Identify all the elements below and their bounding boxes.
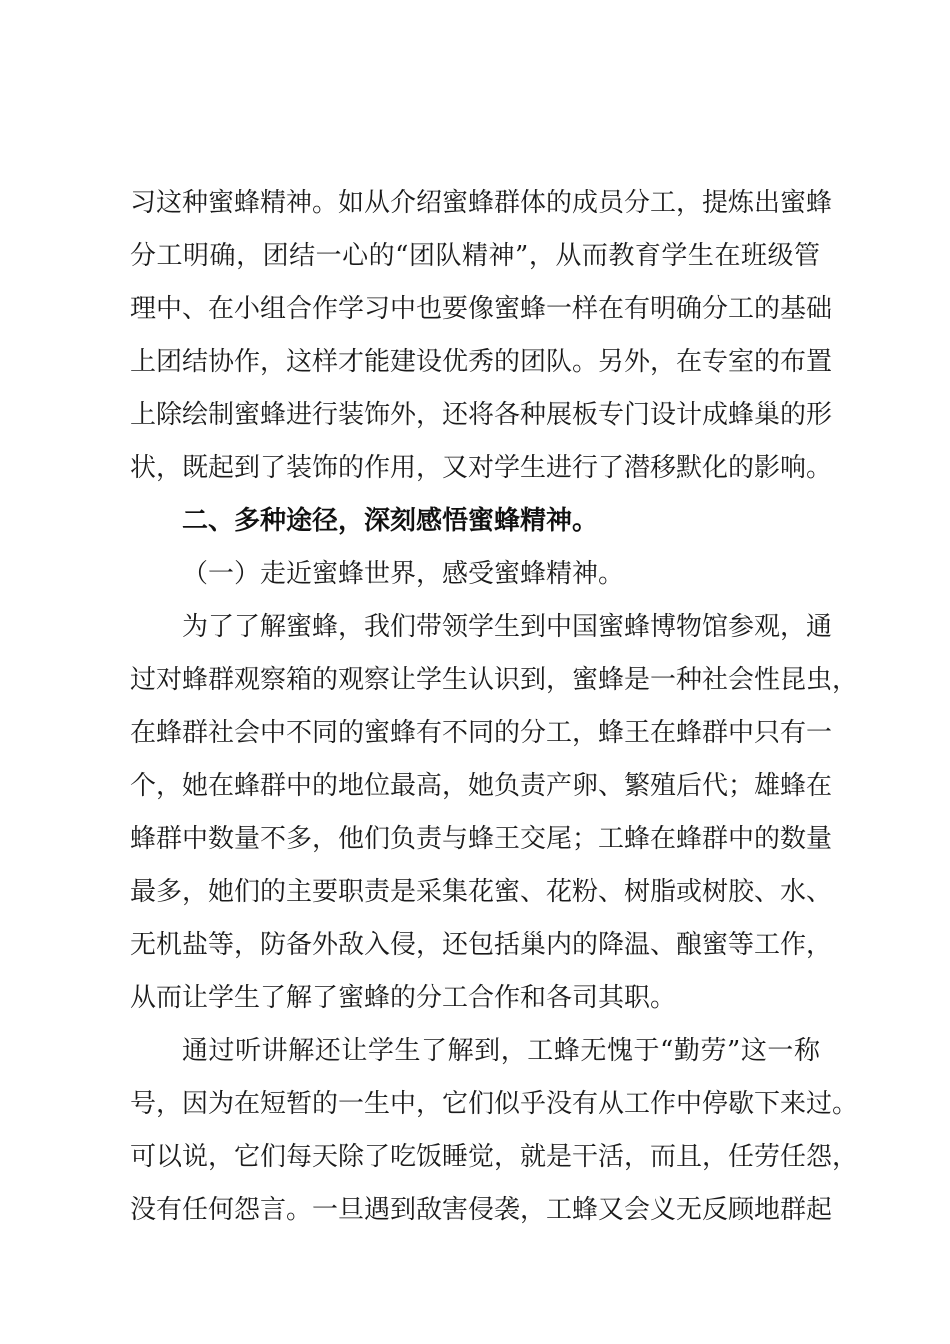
section-heading-2: 二、多种途径，深刻感悟蜜蜂精神。 bbox=[182, 506, 599, 536]
paragraph-3-line-3: 可以说，它们每天除了吃饭睡觉，就是干活，而且，任劳任怨， bbox=[130, 1142, 859, 1172]
paragraph-2-line-6: 最多，她们的主要职责是采集花蜜、花粉、树脂或树胶、水、 bbox=[130, 877, 833, 907]
paragraph-1-line-4: 上团结协作，这样才能建设优秀的团队。另外，在专室的布置 bbox=[130, 347, 833, 377]
paragraph-1-line-1: 习这种蜜蜂精神。如从介绍蜜蜂群体的成员分工，提炼出蜜蜂 bbox=[130, 188, 833, 218]
paragraph-3-line-2: 号，因为在短暂的一生中，它们似乎没有从工作中停歇下来过。 bbox=[130, 1089, 859, 1119]
paragraph-2-line-4: 个，她在蜂群中的地位最高，她负责产卵、繁殖后代；雄蜂在 bbox=[130, 771, 833, 801]
paragraph-1-line-2: 分工明确，团结一心的“团队精神”，从而教育学生在班级管 bbox=[130, 241, 820, 271]
paragraph-2-line-1: 为了了解蜜蜂，我们带领学生到中国蜜蜂博物馆参观，通 bbox=[182, 612, 833, 642]
subheading-1: （一）走近蜜蜂世界，感受蜜蜂精神。 bbox=[182, 559, 625, 589]
paragraph-1-line-6: 状，既起到了装饰的作用，又对学生进行了潜移默化的影响。 bbox=[130, 453, 833, 483]
paragraph-2-line-8: 从而让学生了解了蜜蜂的分工合作和各司其职。 bbox=[130, 983, 677, 1013]
paragraph-2-line-5: 蜂群中数量不多，他们负责与蜂王交尾；工蜂在蜂群中的数量 bbox=[130, 824, 833, 854]
paragraph-1-line-3: 理中、在小组合作学习中也要像蜜蜂一样在有明确分工的基础 bbox=[130, 294, 833, 324]
paragraph-2-line-2: 过对蜂群观察箱的观察让学生认识到，蜜蜂是一种社会性昆虫， bbox=[130, 665, 859, 695]
paragraph-2-line-3: 在蜂群社会中不同的蜜蜂有不同的分工，蜂王在蜂群中只有一 bbox=[130, 718, 833, 748]
paragraph-1-line-5: 上除绘制蜜蜂进行装饰外，还将各种展板专门设计成蜂巢的形 bbox=[130, 400, 833, 430]
paragraph-3-line-1: 通过听讲解还让学生了解到，工蜂无愧于“勤劳”这一称 bbox=[182, 1036, 820, 1066]
paragraph-3-line-4: 没有任何怨言。一旦遇到敌害侵袭，工蜂又会义无反顾地群起 bbox=[130, 1195, 833, 1225]
paragraph-2-line-7: 无机盐等，防备外敌入侵，还包括巢内的降温、酿蜜等工作， bbox=[130, 930, 833, 960]
